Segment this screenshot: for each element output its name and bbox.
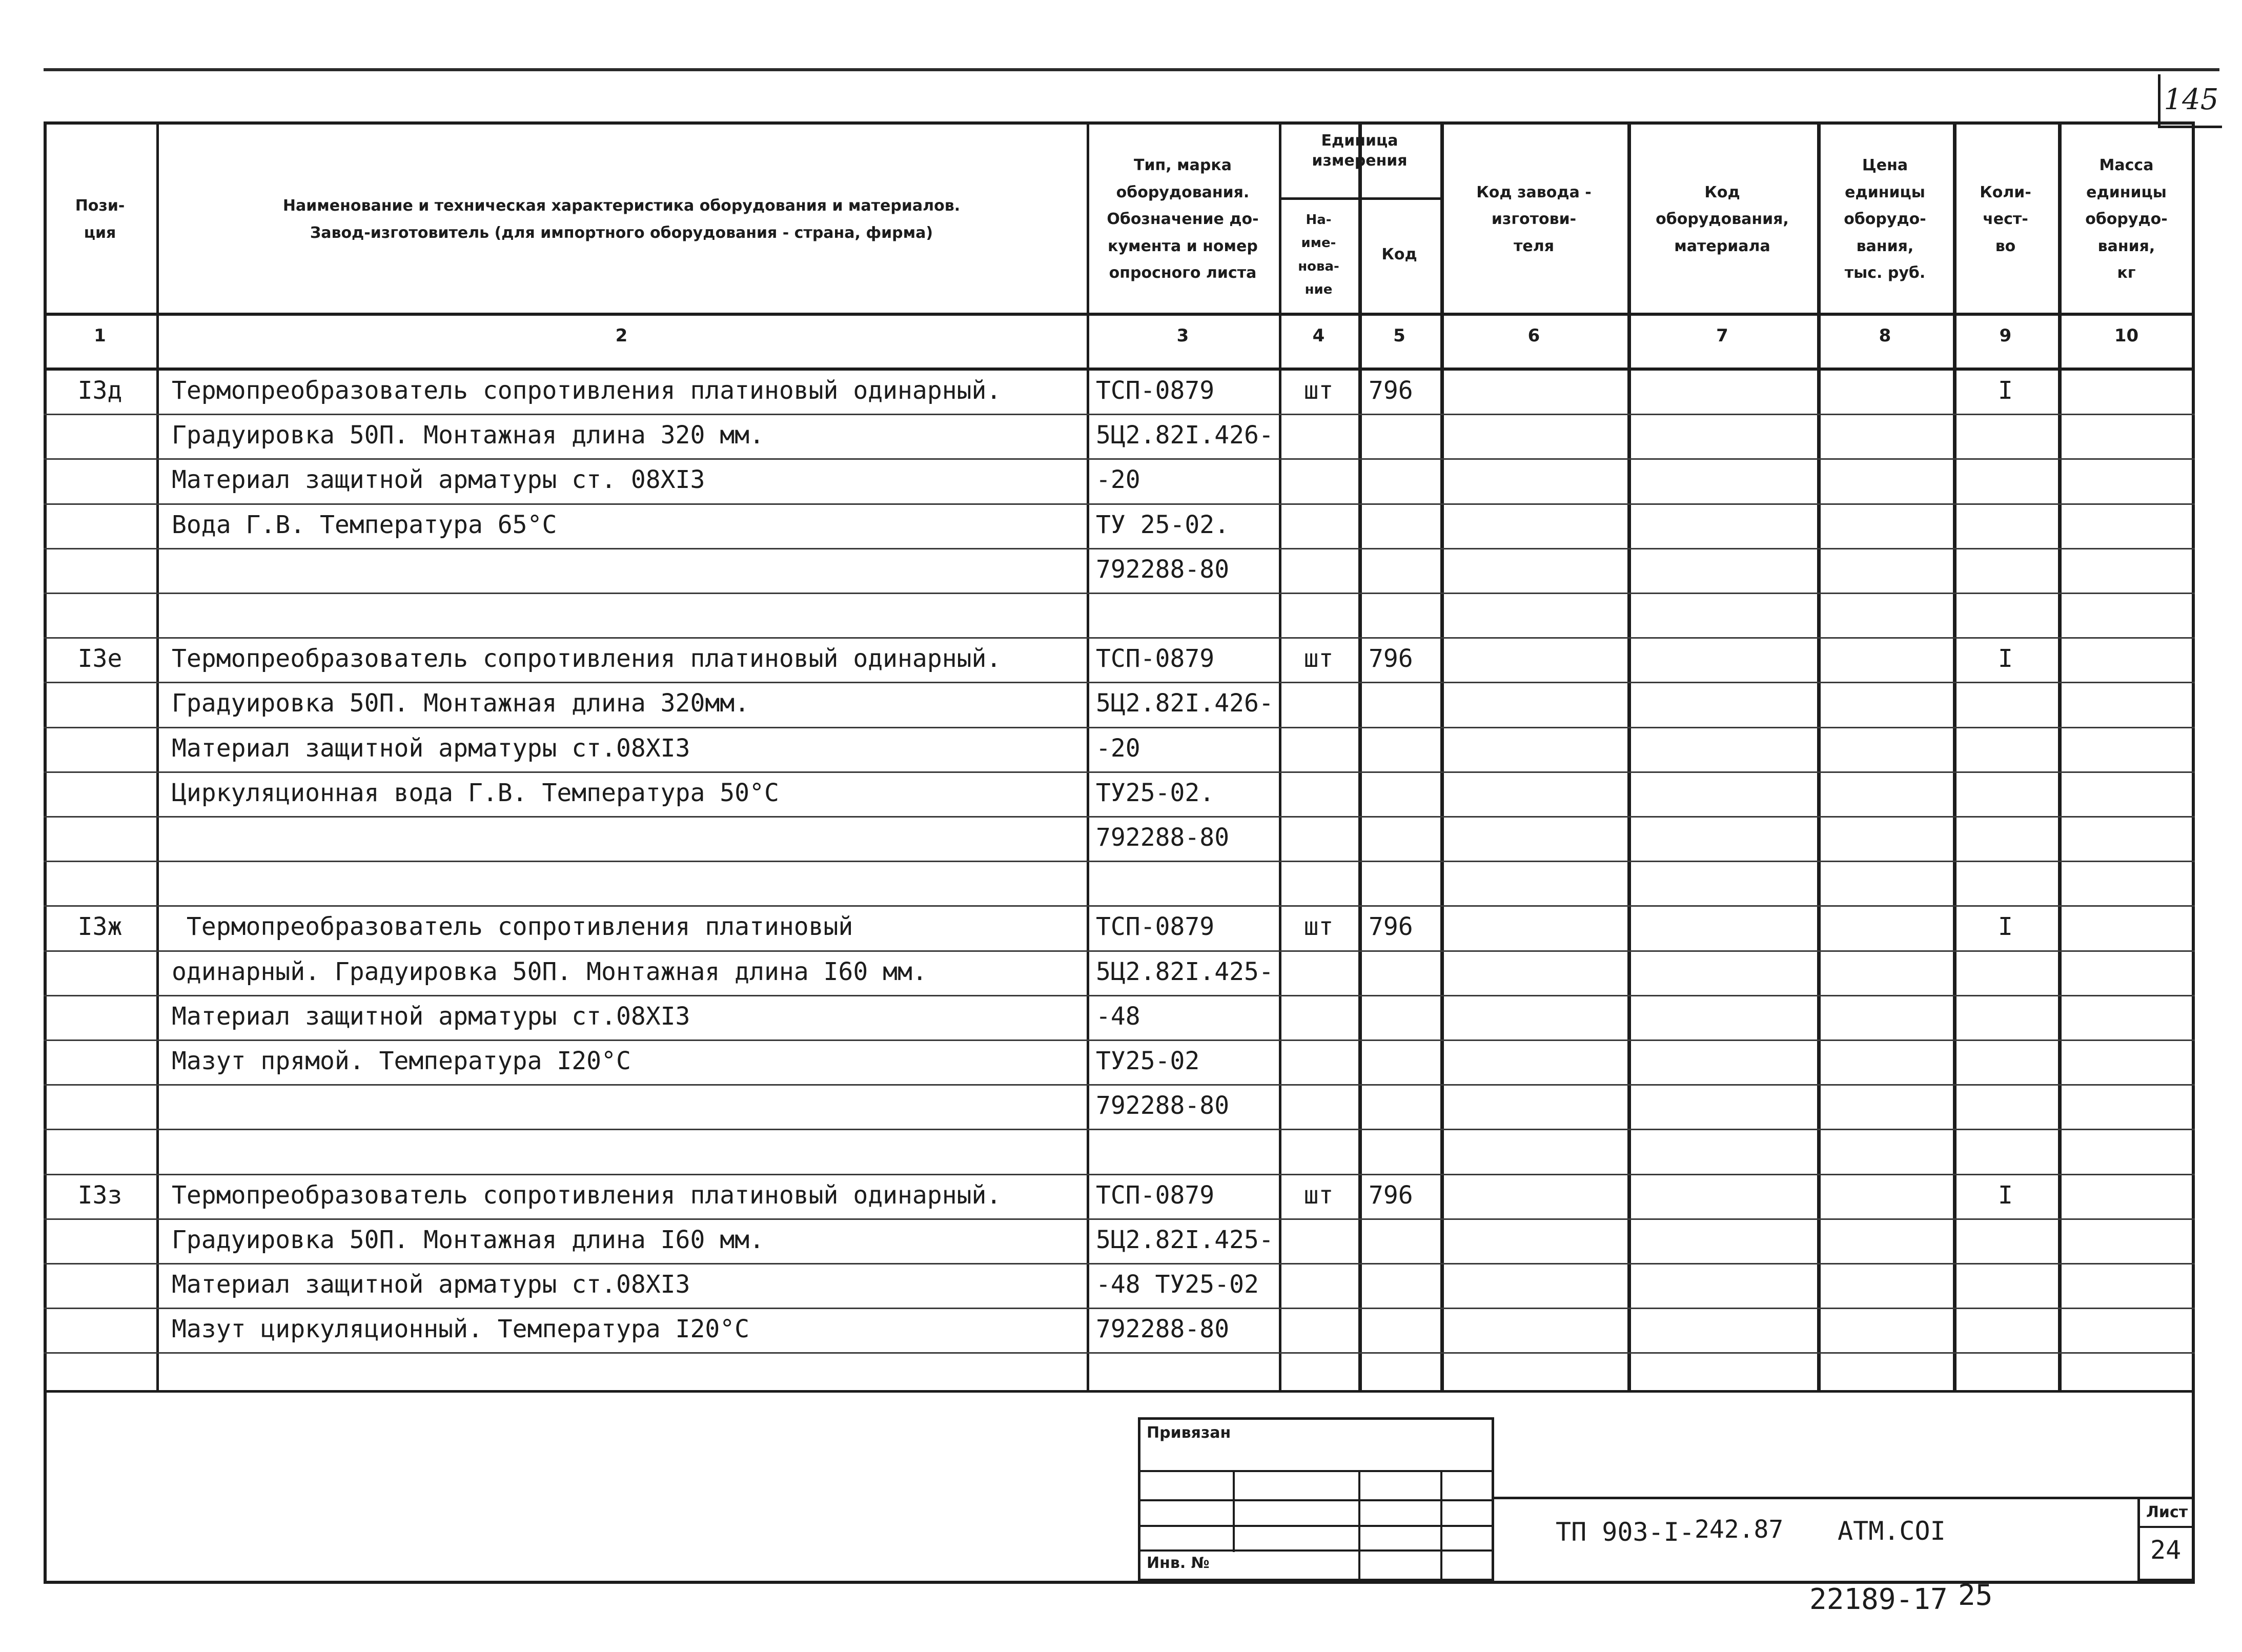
column-number-2: 2 (615, 325, 628, 346)
cell-name: Материал защитной арматуры ст.08XI3 (172, 1270, 690, 1299)
column-number-10: 10 (2114, 325, 2139, 346)
document-suffix: АТМ.COI (1838, 1516, 1946, 1546)
cell-type: -20 (1096, 465, 1140, 494)
unit-group-header: Единица измерения (1312, 132, 1408, 170)
column-header-2: Наименование и техническая характеристика оборудования и материалов. Завод-изготовитель (для импортного оборудования - страна, фирма) (282, 197, 961, 242)
body-bottom-rule (44, 1390, 2195, 1393)
cell-type: 792288-80 (1096, 1315, 1230, 1343)
sheet-label: Лист (2146, 1503, 2188, 1521)
cell-name: Циркуляционная вода Г.В. Температура 50°С (172, 779, 779, 807)
binding-label: Привязан (1147, 1424, 1231, 1442)
column-header-5: Код (1381, 246, 1417, 264)
row-rule (44, 593, 2195, 594)
row-rule (44, 458, 2195, 460)
column-divider (1440, 121, 1444, 1390)
column-divider (156, 121, 159, 1390)
top-rule (44, 68, 2219, 71)
column-divider (2058, 121, 2062, 1390)
row-rule (44, 771, 2195, 773)
cell-type: ТУ25-02 (1096, 1047, 1200, 1075)
cell-type: -48 ТУ25-02 (1096, 1270, 1259, 1299)
cell-type: ТСП-0879 (1096, 1181, 1215, 1210)
cell-type: ТУ 25-02. (1096, 511, 1230, 539)
cell-name: Градуировка 50П. Монтажная длина 320 мм. (172, 421, 764, 450)
column-header-4: На- име- нова- ние (1298, 212, 1339, 297)
column-divider (1087, 121, 1089, 1390)
cell-type: 5Ц2.82I.425- (1096, 1226, 1274, 1254)
cell-pos: I3е (77, 644, 123, 673)
cell-name: одинарный. Градуировка 50П. Монтажная длина I60 мм. (172, 957, 927, 986)
cell-type: ТСП-0879 (1096, 912, 1215, 941)
row-rule (44, 548, 2195, 549)
header-rule (44, 313, 2195, 316)
column-divider (1817, 121, 1821, 1390)
cell-unit: шт (1303, 1181, 1334, 1210)
column-divider (1627, 121, 1631, 1390)
cell-type: ТСП-0879 (1096, 376, 1215, 405)
cell-type: 5Ц2.82I.426- (1096, 689, 1274, 718)
cell-name: Термопреобразователь сопротивления платиновый одинарный. (172, 376, 1002, 405)
row-rule (44, 1174, 2195, 1175)
row-rule (44, 682, 2195, 683)
cell-qty: I (1998, 376, 2013, 405)
archive-page: 25 (1958, 1579, 1993, 1612)
column-header-6: Код завода - изготови- теля (1476, 183, 1592, 255)
cell-code: 796 (1369, 376, 1413, 405)
cell-code: 796 (1369, 912, 1413, 941)
cell-code: 796 (1369, 1181, 1413, 1210)
row-rule (44, 950, 2195, 952)
row-rule (44, 1218, 2195, 1220)
cell-type: -20 (1096, 734, 1140, 763)
row-rule (44, 503, 2195, 505)
row-rule (44, 995, 2195, 996)
cell-type: 792288-80 (1096, 1091, 1230, 1120)
cell-name: Градуировка 50П. Монтажная длина 320мм. (172, 689, 750, 718)
row-rule (44, 414, 2195, 415)
cell-qty: I (1998, 644, 2013, 673)
cell-unit: шт (1303, 912, 1334, 941)
column-number-4: 4 (1312, 325, 1325, 346)
column-number-8: 8 (1879, 325, 1891, 346)
cell-type: -48 (1096, 1002, 1140, 1031)
cell-type: ТУ25-02. (1096, 779, 1215, 807)
unit-group-rule (1279, 197, 1440, 200)
cell-name: Материал защитной арматуры ст. 08XI3 (172, 465, 705, 494)
column-header-7: Код оборудования, материала (1656, 183, 1789, 255)
column-header-3: Тип, марка оборудования. Обозначение до- кумента и номер опросного листа (1107, 156, 1259, 282)
column-number-5: 5 (1393, 325, 1405, 346)
column-header-1: Пози- ция (75, 197, 125, 242)
cell-pos: I3ж (77, 912, 123, 941)
row-rule (44, 1084, 2195, 1086)
cell-name: Вода Г.В. Температура 65°С (172, 511, 557, 539)
column-divider (1358, 121, 1362, 1390)
cell-name: Градуировка 50П. Монтажная длина I60 мм. (172, 1226, 764, 1254)
binding-stamp (1138, 1417, 1494, 1581)
column-number-3: 3 (1176, 325, 1189, 346)
cell-name: Термопреобразователь сопротивления платиновый одинарный. (172, 644, 1002, 673)
cell-pos: I3д (77, 376, 123, 405)
cell-qty: I (1998, 1181, 2013, 1210)
cell-qty: I (1998, 912, 2013, 941)
row-rule (44, 861, 2195, 862)
column-number-9: 9 (1999, 325, 2012, 346)
document-code: ТП 903-I-$^{242.87}$ (1556, 1515, 1784, 1547)
row-rule (44, 1308, 2195, 1309)
row-rule (44, 1263, 2195, 1265)
row-rule (44, 637, 2195, 639)
cell-name: Материал защитной арматуры ст.08XI3 (172, 734, 690, 763)
cell-type: 792288-80 (1096, 555, 1230, 584)
cell-pos: I3з (77, 1181, 123, 1210)
column-header-10: Масса единицы оборудо- вания, кг (2085, 156, 2168, 282)
row-rule (44, 816, 2195, 818)
inventory-label: Инв. № (1147, 1554, 1210, 1572)
column-number-7: 7 (1716, 325, 1728, 346)
row-rule (44, 905, 2195, 907)
cell-code: 796 (1369, 644, 1413, 673)
sheet-box (2137, 1497, 2195, 1581)
cell-name: Материал защитной арматуры ст.08XI3 (172, 1002, 690, 1031)
cell-type: 792288-80 (1096, 823, 1230, 852)
cell-name: Термопреобразователь сопротивления платиновый одинарный. (172, 1181, 1002, 1210)
archive-number: 22189-17 (1809, 1583, 1948, 1616)
column-number-6: 6 (1527, 325, 1540, 346)
cell-type: ТСП-0879 (1096, 644, 1215, 673)
sheet-number: 24 (2150, 1535, 2182, 1565)
page-mark: 145 (2158, 74, 2222, 128)
column-header-8: Цена единицы оборудо- вания, тыс. руб. (1844, 156, 1926, 282)
cell-name: Термопреобразователь сопротивления платиновый (172, 912, 853, 941)
cell-unit: шт (1303, 376, 1334, 405)
row-rule (44, 1352, 2195, 1354)
cell-name: Мазут прямой. Температура I20°С (172, 1047, 631, 1075)
column-number-1: 1 (94, 325, 106, 346)
cell-unit: шт (1303, 644, 1334, 673)
cell-type: 5Ц2.82I.425- (1096, 957, 1274, 986)
column-header-9: Коли- чест- во (1980, 183, 2031, 255)
cell-name: Мазут циркуляционный. Температура I20°С (172, 1315, 750, 1343)
row-rule (44, 727, 2195, 728)
cell-type: 5Ц2.82I.426- (1096, 421, 1274, 450)
row-rule (44, 1039, 2195, 1041)
number-row-rule (44, 368, 2195, 371)
row-rule (44, 1129, 2195, 1130)
